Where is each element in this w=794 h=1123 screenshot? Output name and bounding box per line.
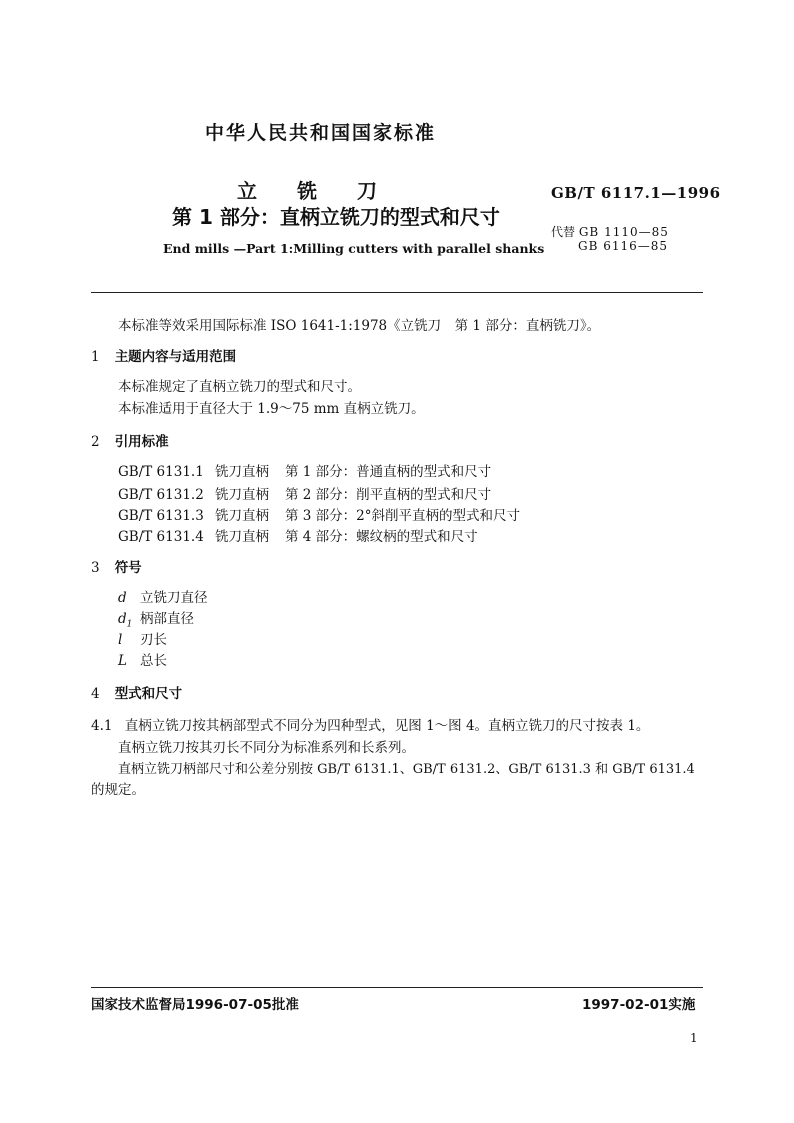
symbol: d [118,590,127,606]
symbol-desc: 总长 [140,653,167,669]
symbol: l [118,632,123,648]
reference-code: GB/T 6131.4 [118,529,204,545]
section-3-heading [91,556,142,576]
symbol-row [118,649,167,669]
replaces-item-1: GB 1110—85 [578,225,669,239]
symbol-row [118,586,208,606]
section-title: 主题内容与适用范围 [114,349,237,365]
clause-4-1 [91,714,649,734]
reference-row [118,483,491,503]
clause-4-1-para-3-cont: 的规定。 [91,782,145,798]
reference-row [118,460,491,480]
replaces-label: 代替 [551,225,576,239]
symbol-desc: 立铣刀直径 [140,590,208,606]
replaces-block [551,225,669,253]
symbol: $d_1$ [118,611,133,630]
section-title: 符号 [114,560,142,576]
symbol-desc: 柄部直径 [140,611,194,627]
section-title: 引用标准 [114,434,169,450]
reference-desc: 第 4 部分：螺纹柄的型式和尺寸 [285,529,478,545]
section-number: 1 [91,349,100,365]
reference-name: 铣刀直柄 [215,464,269,480]
section-1-heading [91,345,236,365]
clause-text: 直柄立铣刀按其柄部型式不同分为四种型式，见图 1～图 4。直柄立铣刀的尺寸按表 1。 [124,718,650,734]
header-divider [91,292,703,293]
symbol-subscript: 1 [126,619,133,630]
reference-name: 铣刀直柄 [215,529,269,545]
reference-code: GB/T 6131.3 [118,508,204,524]
section-1-line-1: 本标准规定了直柄立铣刀的型式和尺寸。 [118,379,361,395]
symbol: L [118,653,127,669]
implementation-date: 1997-02-01实施 [582,997,696,1013]
document-title: 立 铣 刀 [237,179,377,203]
section-number: 4 [91,686,100,702]
section-1-line-2: 本标准适用于直径大于 1.9～75 mm 直柄立铣刀。 [118,401,425,417]
section-2-heading [91,430,169,450]
symbol-row [118,628,167,648]
section-number: 2 [91,434,100,450]
clause-4-1-para-3: 直柄立铣刀柄部尺寸和公差分别按 GB/T 6131.1、GB/T 6131.2、GB/T 6131.3 和 GB/T 6131.4 [118,762,695,777]
reference-row [118,504,520,524]
reference-name: 铣刀直柄 [215,487,269,503]
reference-code: GB/T 6131.2 [118,487,204,503]
reference-desc: 第 3 部分：2°斜削平直柄的型式和尺寸 [285,508,521,524]
symbol-desc: 刃长 [140,632,167,648]
section-number: 3 [91,560,100,576]
replaces-item-2: GB 6116—85 [578,239,669,253]
reference-desc: 第 2 部分：削平直柄的型式和尺寸 [285,487,492,503]
footer-divider [91,987,703,988]
reference-code: GB/T 6131.1 [118,464,204,480]
english-title: End mills —Part 1:Milling cutters with parallel shanks [163,241,545,256]
reference-name: 铣刀直柄 [215,508,269,524]
approval-text: 国家技术监督局1996-07-05批准 [91,997,299,1013]
page-number: 1 [690,1031,698,1045]
intro-paragraph: 本标准等效采用国际标准 ISO 1641-1:1978《立铣刀 第 1 部分：直柄铣刀》。 [118,318,601,334]
section-4-heading [91,682,182,702]
standard-code: GB/T 6117.1—1996 [551,184,721,202]
document-subtitle: 第 1 部分：直柄立铣刀的型式和尺寸 [172,205,500,229]
reference-row [118,525,478,545]
section-title: 型式和尺寸 [114,686,183,702]
national-standard-heading: 中华人民共和国国家标准 [205,122,437,144]
reference-desc: 第 1 部分：普通直柄的型式和尺寸 [285,464,492,480]
clause-number: 4.1 [91,718,113,734]
clause-4-1-para-2: 直柄立铣刀按其刃长不同分为标准系列和长系列。 [118,740,415,756]
symbol-row [118,607,194,630]
